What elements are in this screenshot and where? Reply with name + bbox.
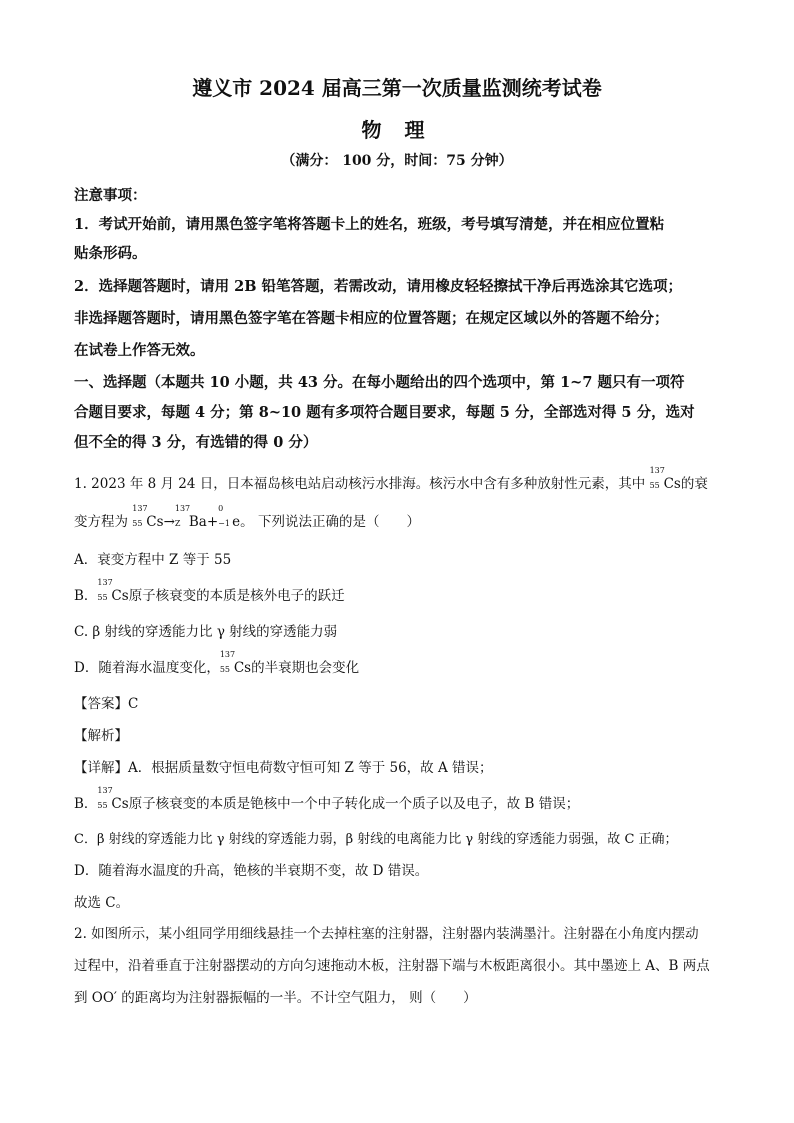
q1-answer: 【答案】C: [74, 696, 139, 712]
decay-equation: 137 55 Cs→ 137 Z Ba+ 0 −1 e。: [132, 504, 254, 530]
subject-title: 物 理: [361, 118, 433, 142]
arrow: →: [163, 514, 175, 530]
q1-option-c: C. β 射线的穿透能力比 γ 射线的穿透能力弱: [74, 624, 338, 640]
q1-choice: 故选 C。: [74, 895, 130, 911]
notice-item1-line2: 贴条形码。: [74, 245, 147, 262]
cs-nuclide: 137 55 Cs: [132, 504, 164, 530]
cs-nuclide: 137 55 Cs: [219, 650, 252, 676]
notice-item2-line2: 非选择题答题时，请用黑色签字笔在答题卡相应的位置答题；在规定区域以外的答题不给分；: [74, 310, 669, 327]
notice-item1-line1: 1．考试开始前，请用黑色签字笔将答题卡上的姓名，班级，考号填写清楚，并在相应位置粘: [74, 216, 665, 233]
q1-detail-c: C．β 射线的穿透能力比 γ 射线的穿透能力弱，β 射线的电离能力比 γ 射线的穿透能力弱强，故 C 正确；: [74, 832, 678, 847]
q1-option-d: D．随着海水温度变化， 137 55 Cs的半衰期也会变化: [74, 650, 360, 676]
q1-line2-text: 变方程为: [74, 514, 128, 530]
q1-analysis: 【解析】: [74, 728, 128, 744]
cs-nuclide: 137 55 Cs: [649, 466, 681, 492]
notice-heading: 注意事项：: [74, 187, 147, 204]
q1-line1: [74, 466, 708, 492]
q1-detail-d: D．随着海水温度的升高，铯核的半衰期不变，故 D 错误。: [74, 863, 429, 879]
notice-item2-line1: 2．选择题答题时，请用 2B 铅笔答题，若需改动，请用橡皮轻轻擦拭干净后再选涂其它选项；: [74, 278, 683, 295]
q1-line1-text: 1. 2023 年 8 月 24 日，日本福岛核电站启动核污水排海。核污水中含有多种放射性元素，其中: [74, 476, 646, 492]
ba-nuclide: 137 Z Ba: [174, 504, 207, 530]
q1-line2: [74, 504, 420, 530]
q1-detail-a: 【详解】A．根据质量数守恒电荷数守恒可知 Z 等于 56，故 A 错误；: [74, 760, 493, 776]
section1-line2: 合题目要求，每题 4 分；第 8~10 题有多项符合题目要求，每题 5 分，全部选对得 5 分，选对: [74, 404, 695, 421]
q1-line1-tail: 的衰: [680, 476, 708, 492]
exam-title: 遵义市 2024 届高三第一次质量监测统考试卷: [192, 76, 602, 100]
notice-item2-line3: 在试卷上作答无效。: [74, 342, 205, 359]
q1-line2-tail: 下列说法正确的是（ ）: [257, 514, 420, 530]
cs-nuclide: 137 55 Cs: [97, 786, 129, 812]
q2-line2: 过程中，沿着垂直于注射器摆动的方向匀速拖动木板，注射器下端与木板距离很小。其中墨迹上 A、B 两点: [74, 958, 710, 974]
electron: 0 −1 e: [218, 504, 241, 530]
q2-line1: 2. 如图所示，某小组同学用细线悬挂一个去掉柱塞的注射器，注射器内装满墨汁。注射器在小角度内摆动: [74, 926, 699, 942]
section1-line1: 一、选择题（本题共 10 小题，共 43 分。在每小题给出的四个选项中，第 1~7 题只有一项符: [74, 374, 685, 391]
q1-option-b: B． 137 55 Cs原子核衰变的本质是核外电子的跃迁: [74, 578, 345, 604]
q1-detail-b: B． 137 55 Cs原子核衰变的本质是铯核中一个中子转化成一个质子以及电子，故 B 错误；: [74, 786, 580, 812]
exam-meta: （满分： 100 分，时间：75 分钟）: [281, 153, 513, 169]
q1-option-a: A．衰变方程中 Z 等于 55: [74, 552, 232, 568]
plus: +: [206, 514, 219, 530]
section1-line3: 但不全的得 3 分，有选错的得 0 分）: [74, 434, 318, 451]
q2-line3: 到 OO′ 的距离均为注射器振幅的一半。不计空气阻力， 则（ ）: [74, 990, 477, 1006]
cs-nuclide: 137 55 Cs: [97, 578, 129, 604]
